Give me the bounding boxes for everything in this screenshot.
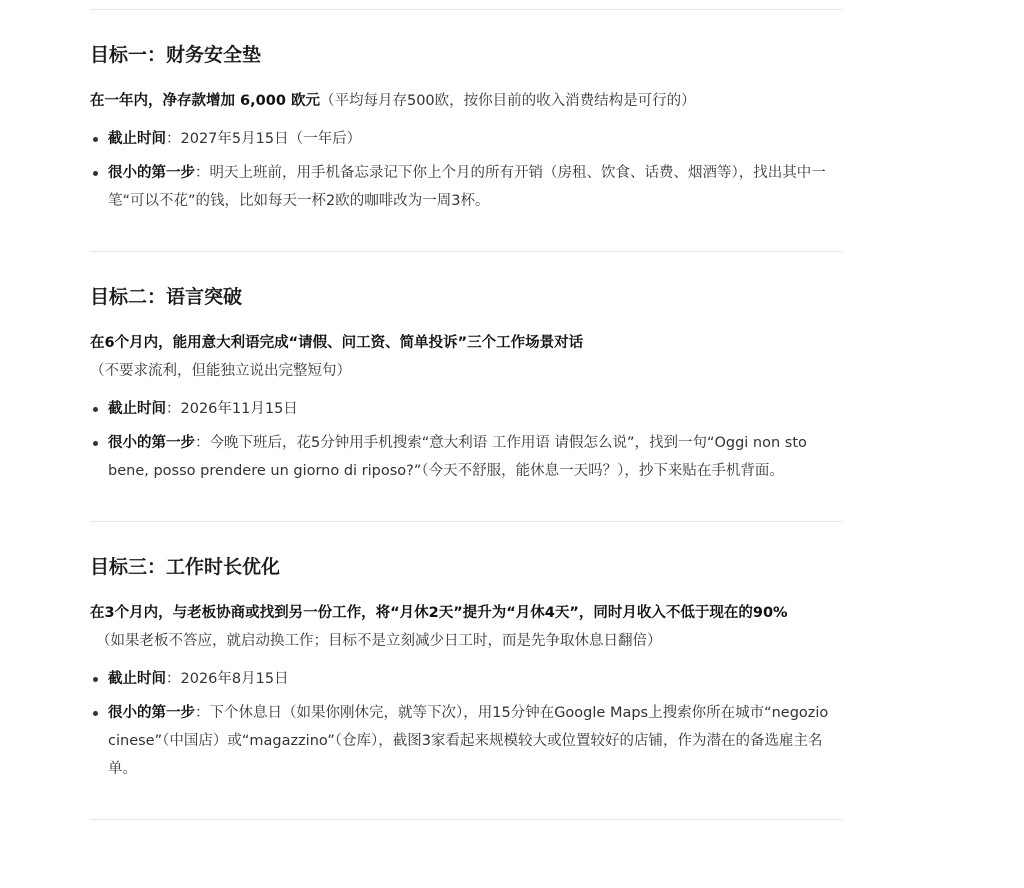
deadline-label: 截止时间: [108, 131, 166, 147]
goal-details-list: [90, 665, 843, 783]
deadline-text: ：2027年5月15日（一年后）: [166, 131, 362, 147]
goal-target-note: （不要求流利，但能独立说出完整短句）: [90, 363, 351, 379]
deadline-label: 截止时间: [108, 401, 166, 417]
deadline-item: [90, 395, 843, 423]
goal-section-3: [90, 522, 843, 819]
bullet-icon: [93, 711, 98, 716]
deadline-label: 截止时间: [108, 671, 166, 687]
goals-document: [90, 0, 843, 820]
divider: [90, 819, 843, 820]
first-step-item: [90, 699, 843, 783]
goal-target-note: （平均每月存500欧，按你目前的收入消费结构是可行的）: [319, 93, 696, 109]
first-step-label: 很小的第一步: [108, 705, 195, 721]
bullet-icon: [93, 407, 98, 412]
goal-section-1: [90, 10, 843, 251]
deadline-text: ：2026年11月15日: [166, 401, 298, 417]
goal-target: [90, 87, 843, 115]
goal-title: 目标二：语言突破: [90, 286, 243, 308]
goal-title: 目标一：财务安全垫: [90, 44, 262, 66]
deadline-item: [90, 665, 843, 693]
first-step-label: 很小的第一步: [108, 435, 195, 451]
first-step-label: 很小的第一步: [108, 165, 195, 181]
goal-details-list: [90, 125, 843, 215]
bullet-icon: [93, 441, 98, 446]
bullet-icon: [93, 137, 98, 142]
bullet-icon: [93, 677, 98, 682]
first-step-text: ：下个休息日（如果你刚休完，就等下次），用15分钟在Google Maps上搜索你所在城市“negozio cinese”（中国店）或“magazzino”（仓库），截图3家看起来规模较大或位置较好的店铺，作为潜在的备选雇主名单。: [108, 705, 829, 777]
goal-section-2: [90, 252, 843, 521]
deadline-text: ：2026年8月15日: [166, 671, 289, 687]
goal-target-note: （如果老板不答应，就启动换工作；目标不是立刻减少日工时，而是先争取休息日翻倍）: [96, 633, 662, 649]
goal-target: [90, 329, 843, 385]
first-step-item: [90, 159, 843, 215]
goal-target-bold: 在6个月内，能用意大利语完成“请假、问工资、简单投诉”三个工作场景对话: [90, 335, 584, 351]
goal-title: 目标三：工作时长优化: [90, 556, 281, 578]
first-step-text: ：今晚下班后，花5分钟用手机搜索“意大利语 工作用语 请假怎么说”，找到一句“Oggi non sto bene, posso prendere un giorno di riposo?”（今天不舒服，能休息一天吗？），抄下来贴在手机背面。: [108, 435, 807, 479]
bullet-icon: [93, 171, 98, 176]
goal-details-list: [90, 395, 843, 485]
first-step-item: [90, 429, 843, 485]
first-step-text: ：明天上班前，用手机备忘录记下你上个月的所有开销（房租、饮食、话费、烟酒等），找出其中一笔“可以不花”的钱，比如每天一杯2欧的咖啡改为一周3杯。: [108, 165, 826, 209]
goal-target-bold: 在3个月内，与老板协商或找到另一份工作，将“月休2天”提升为“月休4天”，同时月收入不低于现在的90%: [90, 605, 788, 621]
goal-target-bold: 在一年内，净存款增加 6,000 欧元: [90, 93, 320, 109]
goal-target: [90, 599, 843, 655]
deadline-item: [90, 125, 843, 153]
